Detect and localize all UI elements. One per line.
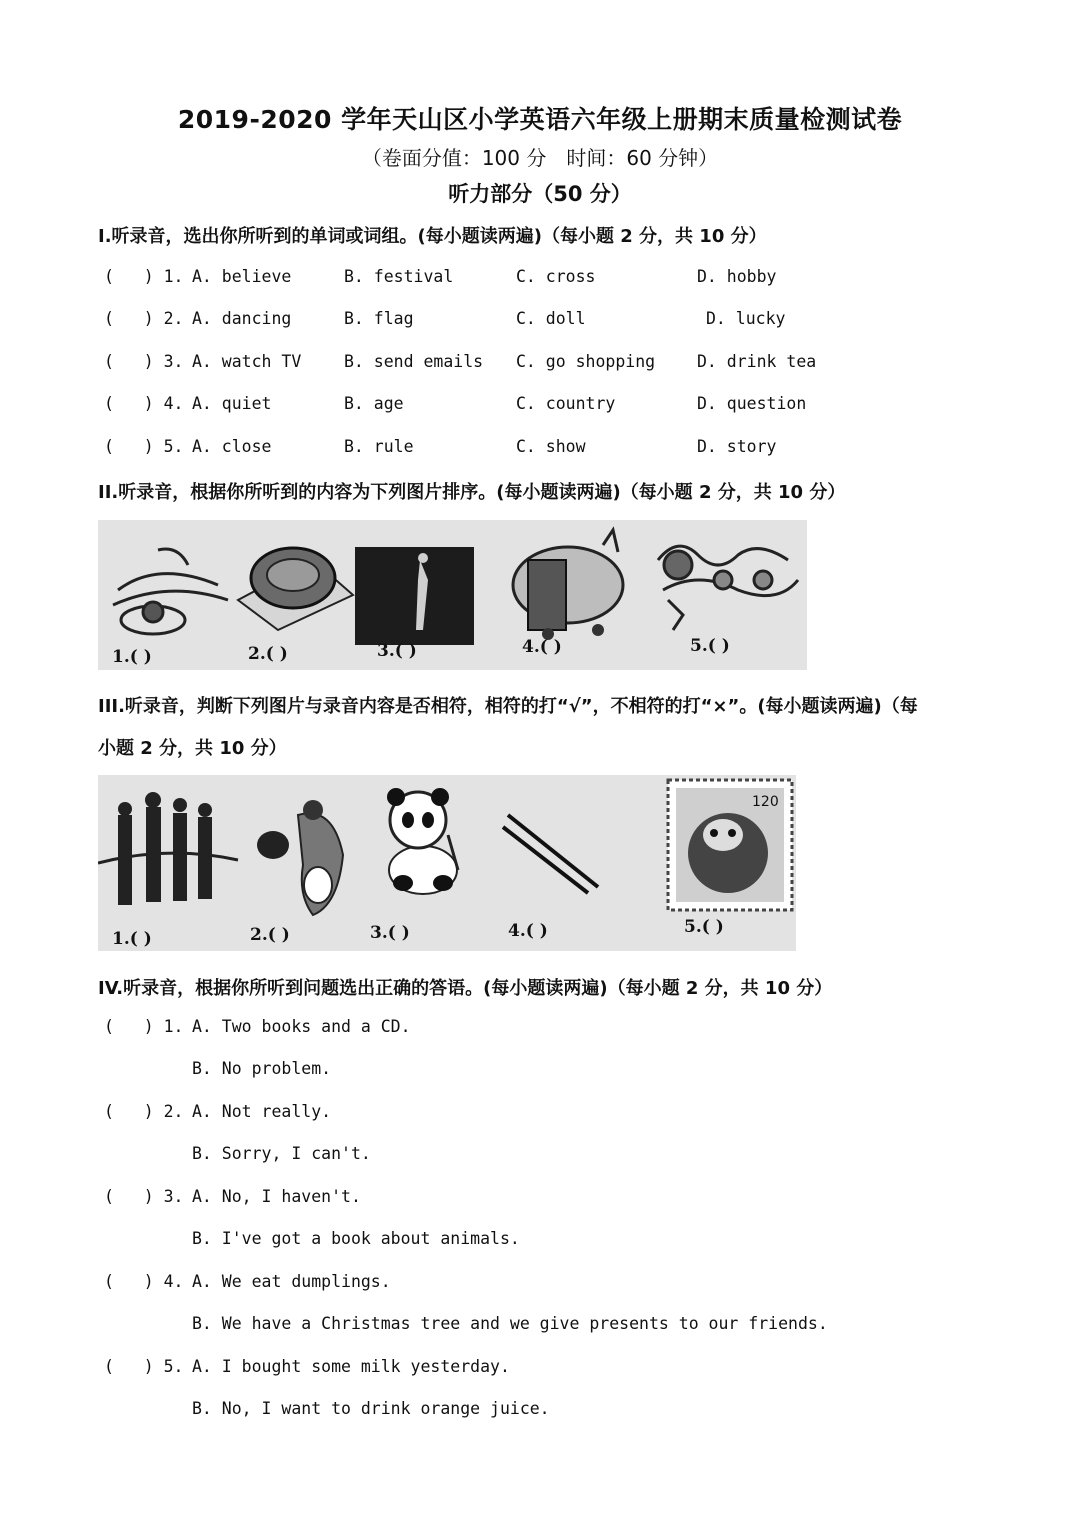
s4-question-3-option-b: B. I've got a book about animals. (192, 1229, 520, 1248)
s1-question-2 (104, 309, 786, 337)
dragon-dance-picture (658, 546, 798, 630)
exam-subtitle: （卷面分值：100 分 时间：60 分钟） (361, 146, 719, 170)
performance-picture (355, 547, 474, 645)
part-heading: 听力部分（50 分） (448, 182, 632, 206)
picture-label-2: 2.( ) (250, 925, 290, 945)
picture-label-2: 2.( ) (248, 644, 288, 664)
option-b: B. send emails (344, 352, 484, 371)
question-number: ( ) 1. (104, 267, 184, 286)
picture-label-1: 1.( ) (112, 929, 152, 949)
section3-heading: III.听录音，判断下列图片与录音内容是否相符，相符的打“√”，不相符的打“×”。(每小题读两遍)（每 (98, 696, 918, 717)
option-a: A. Two books and a CD. (192, 1017, 411, 1036)
picture-label-3: 3.( ) (377, 641, 417, 661)
question-number: ( ) 3. (104, 1187, 184, 1206)
s4-question-1 (104, 1017, 411, 1045)
option-c: C. go shopping (516, 352, 656, 371)
option-c: C. country (516, 394, 616, 413)
stamp-value: 120 (752, 794, 779, 810)
stamp-picture (668, 780, 792, 910)
picture-label-1: 1.( ) (112, 647, 152, 667)
dragon-boat-picture (113, 549, 228, 634)
option-c: C. doll (516, 309, 586, 328)
question-number: ( ) 5. (104, 437, 184, 456)
option-a: A. believe (192, 267, 292, 286)
option-b: B. festival (344, 267, 454, 286)
queue-picture (98, 792, 238, 905)
section2-heading: II.听录音，根据你所听到的内容为下列图片排序。(每小题读两遍)（每小题 2 分，共 10 分） (98, 482, 846, 503)
s1-question-1 (104, 267, 777, 295)
s1-question-3 (104, 352, 817, 380)
option-a: A. We eat dumplings. (192, 1272, 391, 1291)
question-number: ( ) 2. (104, 309, 184, 328)
option-a: A. close (192, 437, 272, 456)
question-number: ( ) 2. (104, 1102, 184, 1121)
option-c: C. show (516, 437, 586, 456)
panda-picture (387, 788, 458, 894)
section1-heading: I.听录音，选出你所听到的单词或词组。(每小题读两遍)（每小题 2 分，共 10 分） (98, 226, 767, 247)
section4-heading: IV.听录音，根据你所听到问题选出正确的答语。(每小题读两遍)（每小题 2 分，共 10 分） (98, 978, 833, 999)
picture-label-4: 4.( ) (522, 637, 562, 657)
lantern-picture (257, 800, 343, 915)
picture-label-3: 3.( ) (370, 923, 410, 943)
option-d: D. lucky (706, 309, 786, 328)
s4-question-5-option-b: B. No, I want to drink orange juice. (192, 1399, 550, 1418)
option-a: A. quiet (192, 394, 272, 413)
s4-question-1-option-b: B. No problem. (192, 1059, 332, 1078)
section3-picture-strip (98, 775, 796, 951)
s4-question-5 (104, 1357, 510, 1385)
option-d: D. hobby (697, 267, 777, 286)
option-b: B. flag (344, 309, 414, 328)
option-a: A. I bought some milk yesterday. (192, 1357, 510, 1376)
option-d: D. story (697, 437, 777, 456)
question-number: ( ) 5. (104, 1357, 184, 1376)
chopsticks-picture (503, 815, 598, 893)
s4-question-2 (104, 1102, 332, 1130)
s4-question-3 (104, 1187, 361, 1215)
section2-picture-strip (98, 520, 807, 670)
option-a: A. Not really. (192, 1102, 332, 1121)
option-d: D. question (697, 394, 807, 413)
piggy-bank-picture (513, 530, 623, 640)
s4-question-4-option-b: B. We have a Christmas tree and we give presents to our friends. (192, 1314, 828, 1333)
option-b: B. rule (344, 437, 414, 456)
option-c: C. cross (516, 267, 596, 286)
exam-title: 2019-2020 学年天山区小学英语六年级上册期末质量检测试卷 (177, 105, 903, 134)
s4-question-4 (104, 1272, 391, 1300)
picture-label-4: 4.( ) (508, 921, 548, 941)
section3-heading-cont: 小题 2 分，共 10 分） (98, 738, 287, 759)
question-number: ( ) 3. (104, 352, 184, 371)
question-number: ( ) 1. (104, 1017, 184, 1036)
option-b: B. age (344, 394, 404, 413)
question-number: ( ) 4. (104, 394, 184, 413)
s1-question-4 (104, 394, 807, 422)
option-a: A. dancing (192, 309, 292, 328)
s4-question-2-option-b: B. Sorry, I can't. (192, 1144, 371, 1163)
question-number: ( ) 4. (104, 1272, 184, 1291)
option-a: A. No, I haven't. (192, 1187, 361, 1206)
mooncake-picture (238, 548, 353, 630)
picture-label-5: 5.( ) (690, 636, 730, 656)
option-d: D. drink tea (697, 352, 817, 371)
picture-label-5: 5.( ) (684, 917, 724, 937)
s1-question-5 (104, 437, 777, 465)
option-a: A. watch TV (192, 352, 302, 371)
